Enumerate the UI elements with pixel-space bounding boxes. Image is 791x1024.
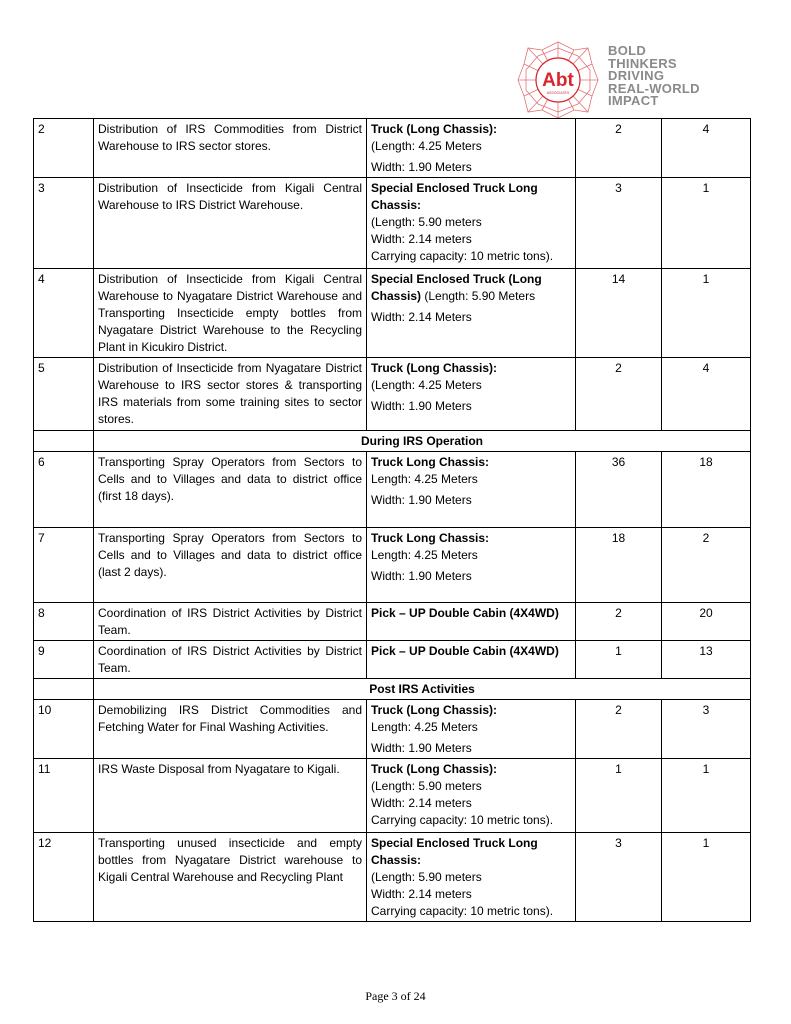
tagline-line: THINKERS (608, 55, 677, 71)
count-col5: 1 (662, 833, 751, 922)
activity-description: Distribution of Insecticide from Kigali Central Warehouse to IRS District Warehouse. (94, 178, 367, 269)
vehicle-line: (Length: 5.90 meters (371, 779, 482, 793)
vehicle-line: Width: 1.90 Meters (371, 160, 472, 174)
count-col5: 2 (662, 528, 751, 603)
table-row (34, 119, 751, 178)
abt-emblem-icon (516, 40, 600, 120)
vehicle-line: (Length: 5.90 meters (371, 215, 482, 229)
tagline-line: IMPACT (608, 93, 659, 108)
tagline-line: REAL-WORLD (608, 80, 700, 96)
table-row (34, 358, 751, 431)
vehicle-title: Truck (Long Chassis): (371, 122, 498, 136)
row-number: 2 (34, 119, 94, 178)
tagline-line: DRIVING (608, 68, 665, 83)
page-number: Page 3 of 24 (365, 989, 426, 1003)
vehicle-line: Width: 1.90 Meters (371, 493, 472, 507)
count-col5: 1 (662, 759, 751, 833)
section-spacer (34, 679, 94, 700)
vehicle-title-tail: (Length: 5.90 Meters (421, 289, 536, 303)
vehicle-title: Truck Long Chassis: (371, 531, 490, 545)
logo-text: Abt (542, 70, 574, 91)
section-heading: During IRS Operation (94, 431, 751, 452)
count-col5: 1 (662, 269, 751, 358)
count-col5: 20 (662, 603, 751, 641)
vehicle-spec (367, 603, 576, 641)
vehicle-title: Truck (Long Chassis): (371, 703, 498, 717)
row-number: 11 (34, 759, 94, 833)
vehicle-title: Truck Long Chassis: (371, 455, 490, 469)
vehicle-title: Truck (Long Chassis): (371, 361, 498, 375)
activity-description: Transporting unused insecticide and empty bottles from Nyagatare District warehouse to Kigali Central Warehouse and Recycling Plant (94, 833, 367, 922)
vehicle-spec (367, 452, 576, 528)
count-col4: 36 (576, 452, 662, 528)
row-number: 10 (34, 700, 94, 759)
row-number: 3 (34, 178, 94, 269)
count-col5: 4 (662, 358, 751, 431)
count-col4: 2 (576, 358, 662, 431)
vehicle-spec (367, 269, 576, 358)
count-col5: 1 (662, 178, 751, 269)
table-row (34, 528, 751, 603)
vehicle-line: Width: 1.90 Meters (371, 569, 472, 583)
logo-tagline (608, 45, 700, 108)
vehicle-spec (367, 178, 576, 269)
vehicle-line: (Length: 5.90 meters (371, 870, 482, 884)
vehicle-line: Length: 4.25 Meters (371, 472, 478, 486)
count-col4: 2 (576, 603, 662, 641)
vehicle-line: Carrying capacity: 10 metric tons). (371, 249, 554, 263)
count-col4: 1 (576, 759, 662, 833)
vehicle-line: Length: 4.25 Meters (371, 548, 478, 562)
table-row (34, 452, 751, 528)
table-row (34, 269, 751, 358)
vehicle-spec (367, 641, 576, 679)
activity-description: Distribution of Insecticide from Kigali Central Warehouse to Nyagatare District Warehouse and Transporting Insecticide empty bottles from Nyagatare District Warehouse to the Recycling Plant in Kicukiro District. (94, 269, 367, 358)
vehicle-title: Pick – UP Double Cabin (4X4WD) (371, 644, 559, 658)
vehicle-line: Width: 1.90 Meters (371, 399, 472, 413)
activity-description: IRS Waste Disposal from Nyagatare to Kigali. (94, 759, 367, 833)
section-row (34, 431, 751, 452)
vehicle-line: (Length: 4.25 Meters (371, 139, 482, 153)
table-row (34, 759, 751, 833)
activity-description: Distribution of IRS Commodities from District Warehouse to IRS sector stores. (94, 119, 367, 178)
vehicle-allocation-table (33, 118, 751, 922)
table-row (34, 603, 751, 641)
count-col5: 13 (662, 641, 751, 679)
logo-subtext: ASSOCIATES (546, 91, 570, 95)
row-number: 4 (34, 269, 94, 358)
row-number: 6 (34, 452, 94, 528)
count-col5: 3 (662, 700, 751, 759)
vehicle-line: Width: 2.14 meters (371, 887, 472, 901)
activity-description: Distribution of Insecticide from Nyagatare District Warehouse to IRS sector stores & transporting IRS materials from some training sites to sector stores. (94, 358, 367, 431)
vehicle-spec (367, 759, 576, 833)
row-number: 8 (34, 603, 94, 641)
activity-description: Transporting Spray Operators from Sectors to Cells and to Villages and data to district office (first 18 days). (94, 452, 367, 528)
count-col4: 14 (576, 269, 662, 358)
table-row (34, 833, 751, 922)
table-row (34, 178, 751, 269)
vehicle-title: Special Enclosed Truck Long Chassis: (371, 836, 538, 867)
vehicle-line: Width: 2.14 meters (371, 796, 472, 810)
vehicle-title: Pick – UP Double Cabin (4X4WD) (371, 606, 559, 620)
vehicle-line: Width: 1.90 Meters (371, 741, 472, 755)
vehicle-title: Special Enclosed Truck Long Chassis: (371, 181, 538, 212)
row-number: 5 (34, 358, 94, 431)
count-col5: 18 (662, 452, 751, 528)
count-col4: 2 (576, 119, 662, 178)
vehicle-spec (367, 833, 576, 922)
vehicle-line: Width: 2.14 Meters (371, 310, 472, 324)
row-number: 9 (34, 641, 94, 679)
section-heading: Post IRS Activities (94, 679, 751, 700)
row-number: 7 (34, 528, 94, 603)
vehicle-spec (367, 700, 576, 759)
vehicle-spec (367, 528, 576, 603)
tagline-line: BOLD (608, 43, 647, 58)
count-col4: 1 (576, 641, 662, 679)
count-col4: 2 (576, 700, 662, 759)
table-row (34, 641, 751, 679)
activity-description: Demobilizing IRS District Commodities and Fetching Water for Final Washing Activities. (94, 700, 367, 759)
count-col4: 3 (576, 178, 662, 269)
activity-description: Coordination of IRS District Activities by District Team. (94, 641, 367, 679)
abt-logo (516, 40, 706, 120)
table-row (34, 700, 751, 759)
vehicle-title: Special Enclosed Truck (Long Chassis) (371, 272, 542, 303)
row-number: 12 (34, 833, 94, 922)
section-row (34, 679, 751, 700)
count-col4: 3 (576, 833, 662, 922)
vehicle-spec (367, 358, 576, 431)
vehicle-line: Length: 4.25 Meters (371, 720, 478, 734)
count-col4: 18 (576, 528, 662, 603)
vehicle-spec (367, 119, 576, 178)
vehicle-line: Carrying capacity: 10 metric tons). (371, 813, 554, 827)
vehicle-line: (Length: 4.25 Meters (371, 378, 482, 392)
vehicle-line: Width: 2.14 meters (371, 232, 472, 246)
vehicle-line: Carrying capacity: 10 metric tons). (371, 904, 554, 918)
count-col5: 4 (662, 119, 751, 178)
section-spacer (34, 431, 94, 452)
activity-description: Coordination of IRS District Activities by District Team. (94, 603, 367, 641)
activity-description: Transporting Spray Operators from Sectors to Cells and to Villages and data to district office (last 2 days). (94, 528, 367, 603)
vehicle-title: Truck (Long Chassis): (371, 762, 498, 776)
